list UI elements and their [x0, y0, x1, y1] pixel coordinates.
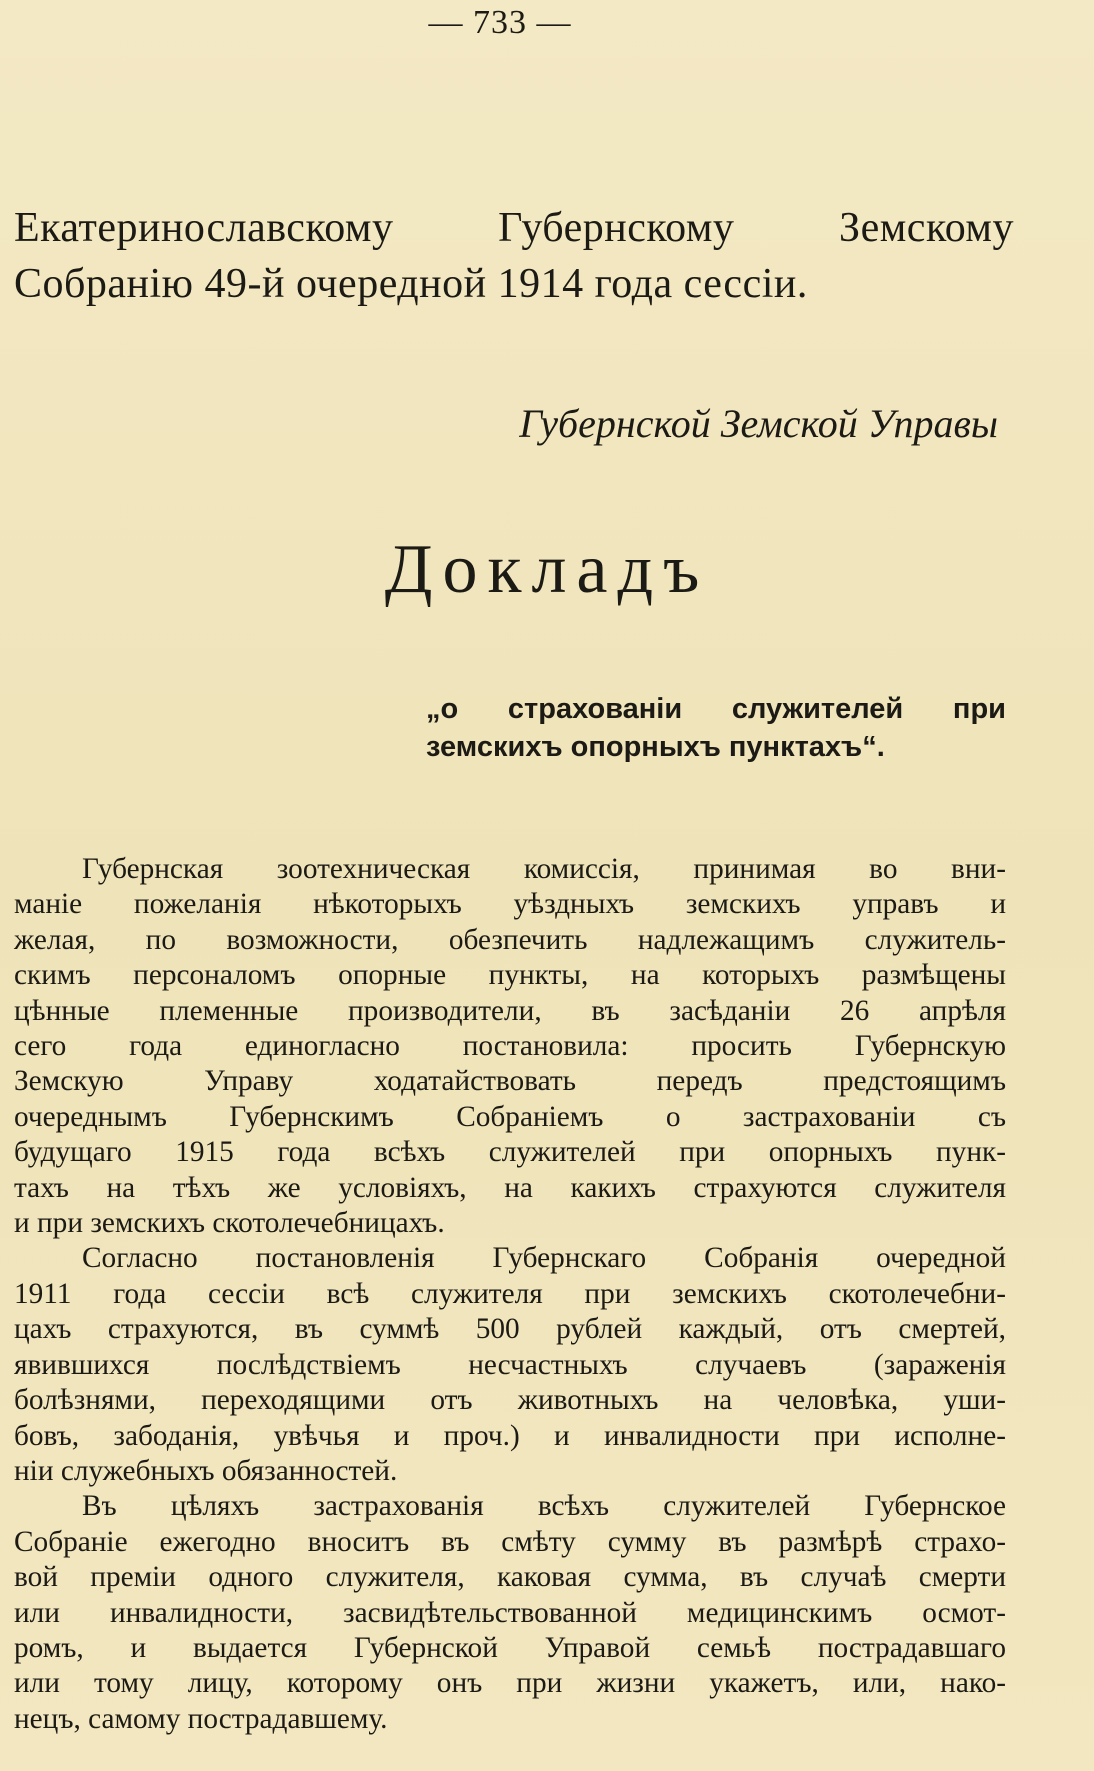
text-line: сего года единогласно постановила: просить Губернскую: [14, 1030, 1006, 1063]
paragraph-1: [14, 852, 1006, 1241]
text-line: Въ цѣляхъ застрахованія всѣхъ служителей Губернское: [82, 1490, 1006, 1523]
text-line: ніи служебныхъ обязанностей.: [14, 1454, 398, 1487]
text-line: нецъ, самому пострадавшему.: [14, 1702, 388, 1735]
report-subject: [426, 690, 1006, 766]
report-body: [14, 852, 1006, 1737]
title-line-1: Екатеринославскому Губернскому Земскому: [14, 205, 1014, 251]
text-line: цахъ страхуются, въ суммѣ 500 рублей каждый, отъ смертей,: [14, 1313, 1006, 1346]
text-line: Согласно постановленія Губернскаго Собранія очередной: [82, 1242, 1006, 1275]
text-line: 1911 года сессіи всѣ служителя при земскихъ скотолечебни-: [14, 1277, 1006, 1310]
text-line: и при земскихъ скотолечебницахъ.: [14, 1207, 445, 1240]
text-line: болѣзнями, переходящими отъ животныхъ на человѣка, уши-: [14, 1384, 1006, 1417]
text-line: вой преміи одного служителя, каковая сумма, въ случаѣ смерти: [14, 1561, 1006, 1594]
report-author: Губернской Земской Управы: [519, 401, 998, 446]
text-line: или инвалидности, засвидѣтельствованной медицинскимъ осмот-: [14, 1596, 1006, 1629]
text-line: будущаго 1915 года всѣхъ служителей при опорныхъ пунк-: [14, 1136, 1006, 1169]
paragraph-2: [14, 1241, 1006, 1489]
text-line: цѣнные племенные производители, въ засѣданіи 26 апрѣля: [14, 994, 1006, 1027]
text-line: тахъ на тѣхъ же условіяхъ, на какихъ страхуются служителя: [14, 1171, 1006, 1204]
text-line: скимъ персоналомъ опорные пункты, на которыхъ размѣщены: [14, 959, 1006, 992]
subject-line-1: „о страхованіи служителей при: [426, 693, 1006, 725]
text-line: желая, по возможности, обезпечить надлежащимъ служитель-: [14, 923, 1006, 956]
text-line: Губернская зоотехническая комиссія, принимая во вни-: [82, 853, 1006, 885]
subject-line-2: земскихъ опорныхъ пунктахъ“.: [426, 731, 885, 763]
text-line: маніе пожеланія нѣкоторыхъ уѣздныхъ земскихъ управъ и: [14, 888, 1006, 921]
text-line: ромъ, и выдается Губернской Управой семьѣ пострадавшаго: [14, 1631, 1006, 1664]
document-title: [14, 200, 1014, 312]
text-line: или тому лицу, которому онъ при жизни укажетъ, или, нако-: [14, 1667, 1006, 1700]
title-line-2: Собранію 49-й очередной 1914 года сессіи.: [14, 261, 808, 307]
page-number: — 733 —: [428, 4, 572, 41]
text-line: Земскую Управу ходатайствовать передъ предстоящимъ: [14, 1065, 1006, 1098]
text-line: явившихся послѣдствіемъ несчастныхъ случаевъ (зараженія: [14, 1348, 1006, 1381]
report-heading: Докладъ: [384, 531, 710, 608]
text-line: бовъ, забоданія, увѣчья и проч.) и инвалидности при исполне-: [14, 1419, 1006, 1452]
text-line: очереднымъ Губернскимъ Собраніемъ о застрахованіи съ: [14, 1100, 1006, 1133]
paragraph-3: [14, 1489, 1006, 1737]
text-line: Собраніе ежегодно вноситъ въ смѣту сумму въ размѣрѣ страхо-: [14, 1525, 1006, 1558]
